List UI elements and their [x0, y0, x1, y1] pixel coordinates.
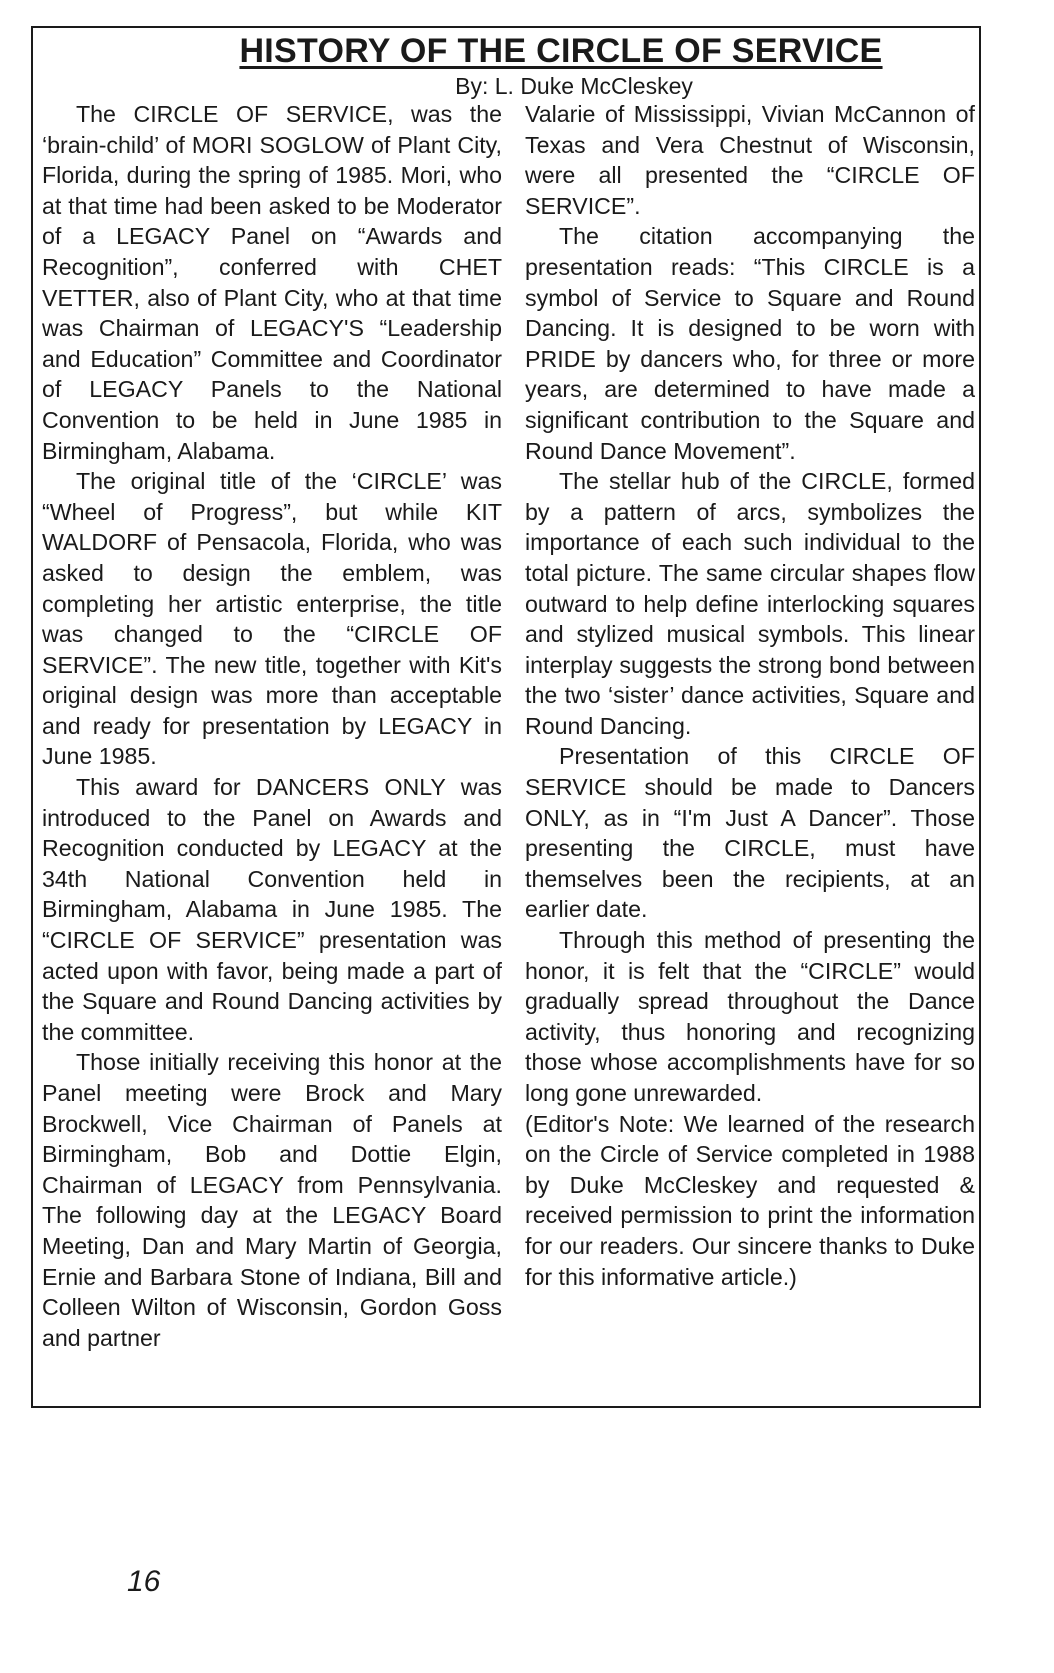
- article-title-text: HISTORY OF THE CIRCLE OF SERVICE: [239, 32, 883, 70]
- paragraph: The original title of the ‘CIRCLE’ was “Wheel of Progress”, but while KIT WALDORF of Pensacola, Florida, who was asked to design the emblem, was completing her artistic enterprise, the title was changed to the “CIRCLE OF SERVICE”. The new title, together with Kit's original design was more than acceptable and ready for presentation by LEGACY in June 1985.: [42, 468, 502, 770]
- paragraph: Valarie of Mississippi, Vivian McCannon of Texas and Vera Chestnut of Wisconsin, were all presented the “CIRCLE OF SERVICE”.: [525, 101, 975, 219]
- left-column: [42, 99, 502, 1353]
- paragraph: The citation accompanying the presentation reads: “This CIRCLE is a symbol of Service to Square and Round Dancing. It is designed to be worn with PRIDE by dancers who, for three or more years, are determined to have made a significant contribution to the Square and Round Dance Movement”.: [525, 223, 975, 464]
- paragraph: This award for DANCERS ONLY was introduced to the Panel on Awards and Recognition conducted by LEGACY at the 34th National Convention held in Birmingham, Alabama in June 1985. The “CIRCLE OF SERVICE” presentation was acted upon with favor, being made a part of the Square and Round Dancing activities by the committee.: [42, 774, 502, 1045]
- article-box: [31, 26, 981, 1408]
- article-title: [33, 32, 979, 70]
- paragraph: Through this method of presenting the honor, it is felt that the “CIRCLE” would gradually spread throughout the Dance activity, thus honoring and recognizing those whose accomplishments have for so long gone unrewarded.: [525, 927, 975, 1106]
- article-byline: By: L. Duke McCleskey: [455, 73, 693, 99]
- page-number: 16: [127, 1565, 161, 1598]
- right-column: [525, 99, 975, 1292]
- paragraph: The CIRCLE OF SERVICE, was the ‘brain-child’ of MORI SOGLOW of Plant City, Florida, during the spring of 1985. Mori, who at that time had been asked to be Moderator of a LEGACY Panel on “Awards and Recognition”, conferred with CHET VETTER, also of Plant City, who at that time was Chairman of LEGACY'S “Leadership and Education” Committee and Coordinator of LEGACY Panels to the National Convention to be held in June 1985 in Birmingham, Alabama.: [42, 101, 502, 464]
- paragraph: Those initially receiving this honor at the Panel meeting were Brock and Mary Brockwell, Vice Chairman of Panels at Birmingham, Bob and Dottie Elgin, Chairman of LEGACY from Pennsylvania. The following day at the LEGACY Board Meeting, Dan and Mary Martin of Georgia, Ernie and Barbara Stone of Indiana, Bill and Colleen Wilton of Wisconsin, Gordon Goss and partner: [42, 1049, 502, 1351]
- paragraph: The stellar hub of the CIRCLE, formed by a pattern of arcs, symbolizes the importance of each such individual to the total picture. The same circular shapes flow outward to help define interlocking squares and stylized musical symbols. This linear interplay suggests the strong bond between the two ‘sister’ dance activities, Square and Round Dancing.: [525, 468, 975, 739]
- paragraph: Presentation of this CIRCLE OF SERVICE should be made to Dancers ONLY, as in “I'm Just A Dancer”. Those presenting the CIRCLE, must have themselves been the recipients, at an earlier date.: [525, 743, 975, 923]
- editors-note: (Editor's Note: We learned of the research on the Circle of Service completed in 1988 by Duke McCleskey and requested & received permission to print the information for our readers. Our sincere thanks to Duke for this informative article.): [525, 1110, 975, 1290]
